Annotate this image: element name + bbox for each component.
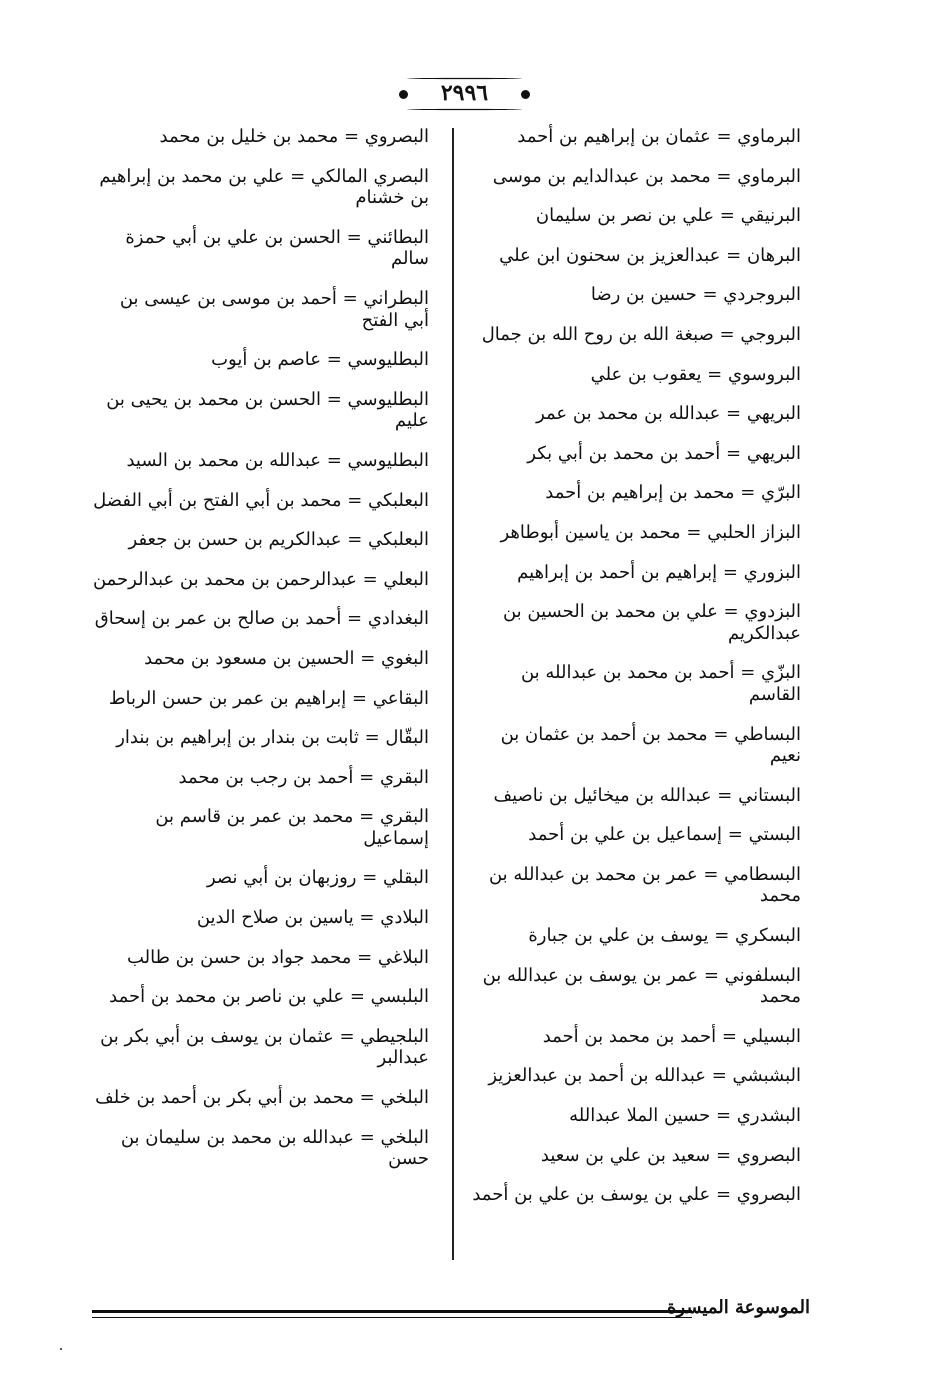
entry-item: البزدوي = علي بن محمد بن الحسين بن عبدالكريم — [502, 601, 801, 644]
entry-item: البطليوسي = عاصم بن أيوب — [211, 349, 429, 371]
entry-item: البقري = أحمد بن رجب بن محمد — [178, 766, 429, 788]
entry-item: البطائني = الحسن بن علي بن أبي حمزة سالم — [125, 226, 429, 270]
entry-item: البطراني = أحمد بن موسى بن عيسى بن أبي الفتح — [119, 287, 429, 331]
left-column — [92, 126, 429, 1188]
column-divider — [452, 128, 454, 1260]
entry-item: البشبشي = عبدالله بن أحمد بن عبدالعزيز — [488, 1065, 801, 1087]
entry-item: البزاز الحلبي = محمد بن ياسين أبوطاهر — [500, 521, 801, 543]
entry-item: البلادي = ياسين بن صلاح الدين — [196, 907, 429, 929]
entry-item: البروسوي = يعقوب بن علي — [590, 363, 801, 385]
entry-item: البروجي = صبغة الله بن روح الله بن جمال — [481, 323, 801, 345]
entry-item: البرماوي = محمد بن عبدالدايم بن موسى — [492, 165, 801, 187]
entry-item: البلجيطي = عثمان بن يوسف بن أبي بكر بن عبدالبر — [100, 1025, 429, 1069]
entry-item: البطليوسي = عبدالله بن محمد بن السيد — [126, 449, 429, 471]
entry-item: البقاعي = إبراهيم بن عمر بن حسن الرباط — [108, 687, 429, 709]
entry-item: البلاغي = محمد جواد بن حسن بن طالب — [126, 946, 429, 968]
entry-item: البزّي = أحمد بن محمد بن عبدالله بن القاسم — [520, 662, 801, 705]
page-mark — [60, 1348, 62, 1350]
entry-item: البزوري = إبراهيم بن أحمد بن إبراهيم — [517, 561, 801, 583]
page-number — [399, 74, 530, 114]
entry-item: البسلفوني = عمر بن يوسف بن عبدالله بن محمد — [482, 964, 801, 1008]
entry-item: البعلبكي = عبدالكريم بن حسن بن جعفر — [128, 529, 429, 551]
entry-item: البسطامي = عمر بن محمد بن عبدالله بن محمد — [488, 863, 801, 907]
entry-item: البقلي = روزبهان بن أبي نصر — [206, 867, 429, 889]
entry-item: البصروي = سعيد بن علي بن سعيد — [540, 1144, 801, 1166]
entry-item: البرنيقي = علي بن نصر بن سليمان — [535, 205, 801, 227]
entry-item: البغوي = الحسين بن مسعود بن محمد — [144, 647, 429, 669]
entry-item: البستاني = عبدالله بن ميخائيل بن ناصيف — [493, 784, 801, 806]
page-footer — [92, 1297, 810, 1320]
entry-item: البصروي = محمد بن خليل بن محمد — [159, 126, 429, 147]
entry-item: البسيلي = أحمد بن محمد بن أحمد — [542, 1025, 801, 1047]
entry-item: البرماوي = عثمان بن إبراهيم بن أحمد — [517, 126, 801, 147]
entry-item: البشدري = حسين الملا عبدالله — [569, 1105, 801, 1127]
entry-item: البروجردي = حسين بن رضا — [590, 284, 801, 306]
entry-item: البصري المالكي = علي بن محمد بن إبراهيم بن خشنام — [99, 165, 429, 209]
entry-item: البرهان = عبدالعزيز بن سحنون ابن علي — [499, 244, 801, 266]
entry-item: البساطي = محمد بن أحمد بن عثمان بن نعيم — [500, 723, 801, 767]
page-number-header — [0, 74, 929, 114]
entry-item: البرّي = محمد بن إبراهيم بن أحمد — [545, 482, 801, 504]
footer-rule — [92, 1310, 692, 1313]
entry-item: البقري = محمد بن عمر بن قاسم بن إسماعيل — [155, 806, 429, 849]
entry-item: البلخي = عبدالله بن محمد بن سليمان بن حسن — [120, 1126, 429, 1170]
entry-item: البستي = إسماعيل بن علي بن أحمد — [528, 824, 801, 846]
entry-item: البعلي = عبدالرحمن بن محمد بن عبدالرحمن — [92, 568, 429, 590]
entry-item: البطليوسي = الحسن بن محمد بن يحيى بن عليم — [106, 388, 429, 432]
ornament-dot-right — [521, 90, 530, 99]
entry-item: البعلبكي = محمد بن أبي الفتح بن أبي الفضل — [93, 489, 429, 511]
entry-item: البلبسي = علي بن ناصر بن محمد بن أحمد — [109, 986, 429, 1008]
entry-item: البريهي = عبدالله بن محمد بن عمر — [536, 403, 801, 425]
entry-item: البلخي = محمد بن أبي بكر بن أحمد بن خلف — [95, 1087, 429, 1109]
page-number-text: ٢٩٩٦ — [440, 80, 489, 106]
entry-item: البريهي = أحمد بن محمد بن أبي بكر — [527, 442, 801, 464]
entry-item: البقّال = ثابت بن بندار بن إبراهيم بن بندار — [116, 727, 429, 749]
right-column — [468, 126, 801, 1224]
footer-title: الموسوعة الميسرة — [667, 1297, 810, 1318]
entry-item: البصروي = علي بن يوسف بن علي بن أحمد — [472, 1184, 801, 1206]
entry-item: البغدادي = أحمد بن صالح بن عمر بن إسحاق — [94, 608, 429, 630]
entry-item: البسكري = يوسف بن علي بن جبارة — [528, 925, 801, 947]
ornament-dot-left — [399, 90, 408, 99]
